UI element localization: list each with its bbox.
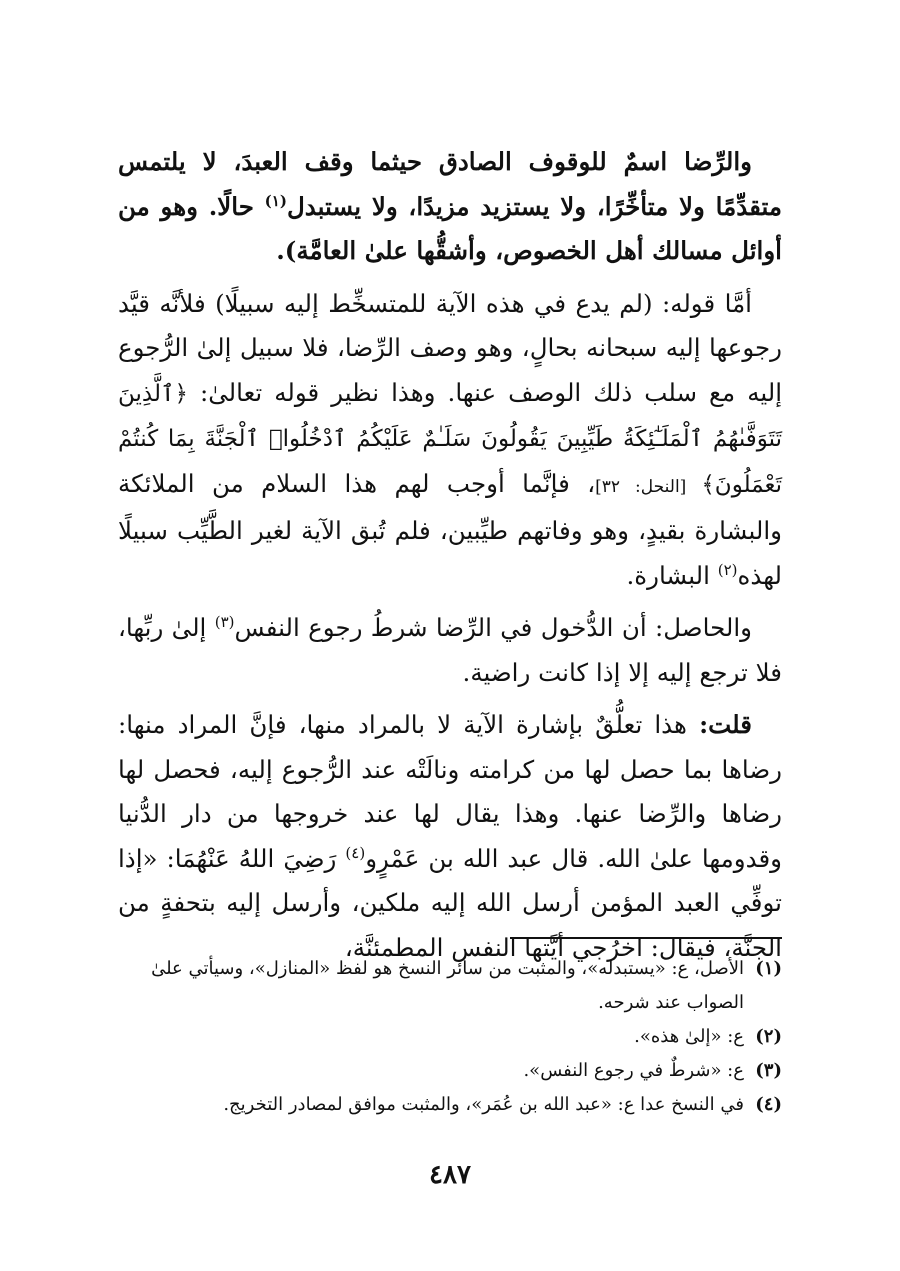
footnote-2 <box>118 1020 782 1054</box>
footnote-number: (٤) <box>755 1094 782 1115</box>
paragraph-2-text-b: ، فإنَّما أوجب لهم هذا السلام من الملائكة والبشارة بقيدٍ، وهو وفاتهم طيِّبين، فلم تُبق الآية لغير الطَّيِّب سبيلًا لهذه <box>118 468 782 590</box>
footnote-number: (٣) <box>755 1060 782 1081</box>
footnote-ref-1[interactable]: (١) <box>264 191 287 210</box>
footnotes <box>118 952 782 1122</box>
paragraph-2 <box>118 282 782 599</box>
page-body <box>118 140 782 978</box>
footnote-text: ع: «إلىٰ هذه». <box>634 1026 744 1047</box>
paragraph-1-text-a: والرِّضا اسمٌ للوقوف الصادق حيثما وقف العبدَ، لا يلتمس متقدِّمًا ولا متأخِّرًا، ولا يستزيد مزيدًا، ولا يستبدل <box>118 147 782 221</box>
footnote-4 <box>118 1088 782 1122</box>
paragraph-3-text-a: والحاصل: أن الدُّخول في الرِّضا شرطُ رجوع النفس <box>234 613 752 642</box>
footnote-ref-3[interactable]: (٣) <box>214 612 235 631</box>
footnote-number: (٢) <box>755 1026 782 1047</box>
footnote-ref-4[interactable]: (٤) <box>345 843 366 862</box>
footnote-text: الأصل، ع: «يستبدله»، والمثبت من سائر النسخ هو لفظ «المنازل»، وسيأتي علىٰ الصواب عند شرحه. <box>151 958 744 1013</box>
paragraph-4 <box>118 703 782 970</box>
paragraph-4-text-b: رَضِيَ اللهُ عَنْهُمَا: «إذا توفِّي العبد المؤمن أرسل الله إليه ملكين، وأرسل إليه بتحفةٍ من الجنَّة، فيقال: اخرُجي أيَّتها النفس المطمئنَّة، <box>118 843 782 962</box>
footnote-number: (١) <box>755 958 782 979</box>
paragraph-2-text-c: البشارة. <box>626 560 718 590</box>
paragraph-1 <box>118 140 782 274</box>
paragraph-1-text-b: حالًا. وهو من أوائل مسالك أهل الخصوص، وأشقُّها علىٰ العامَّة). <box>118 191 782 265</box>
verse-reference: [النحل: ٣٢] <box>595 476 702 497</box>
paragraph-2-text-a: أمَّا قوله: (لم يدع في هذه الآية للمتسخِّط إليه سبيلًا) فلأنَّه قيَّد رجوعها إليه سبحانه بحالٍ، وهو وصف الرِّضا، فلا سبيل إلىٰ الرُّجوع إليه مع سلب ذلك الوصف عنها. وهذا نظير قوله تعالىٰ: <box>118 288 782 407</box>
footnote-text: في النسخ عدا ع: «عبد الله بن عُمَر»، والمثبت موافق لمصادر التخريج. <box>223 1094 744 1115</box>
footnote-divider <box>510 937 782 939</box>
footnote-ref-2[interactable]: (٢) <box>717 560 738 579</box>
page-number: ٤٨٧ <box>429 1160 471 1190</box>
paragraph-4-lead: قلت: <box>699 710 752 739</box>
footnote-1 <box>118 952 782 1020</box>
quran-verse: ﴿ٱلَّذِينَ تَتَوَفَّىٰهُمُ ٱلْمَلَـٰٓئِكَةُ طَيِّبِينَ يَقُولُونَ سَلَـٰمٌ عَلَيْكُمُ ٱدْخُلُوا۟ ٱلْجَنَّةَ بِمَا كُنتُمْ تَعْمَلُونَ﴾ <box>118 380 782 498</box>
footnote-3 <box>118 1054 782 1088</box>
paragraph-3 <box>118 606 782 695</box>
footnote-text: ع: «شرطٌ في رجوع النفس». <box>523 1060 744 1081</box>
paragraph-4-text-a: هذا تعلُّقٌ بإشارة الآية لا بالمراد منها، فإنَّ المراد منها: رضاها بما حصل لها من كرامته ونالَتْه عند الرُّجوع إليه، فحصل لها رضاها والرِّضا عنها. وهذا يقال لها عند خروجها من دار الدُّنيا وقدومها علىٰ الله. قال عبد الله بن عَمْرٍو <box>118 710 782 873</box>
paragraph-3-text-b: إلىٰ ربِّها، فلا ترجع إليه إلا إذا كانت راضية. <box>118 613 782 687</box>
